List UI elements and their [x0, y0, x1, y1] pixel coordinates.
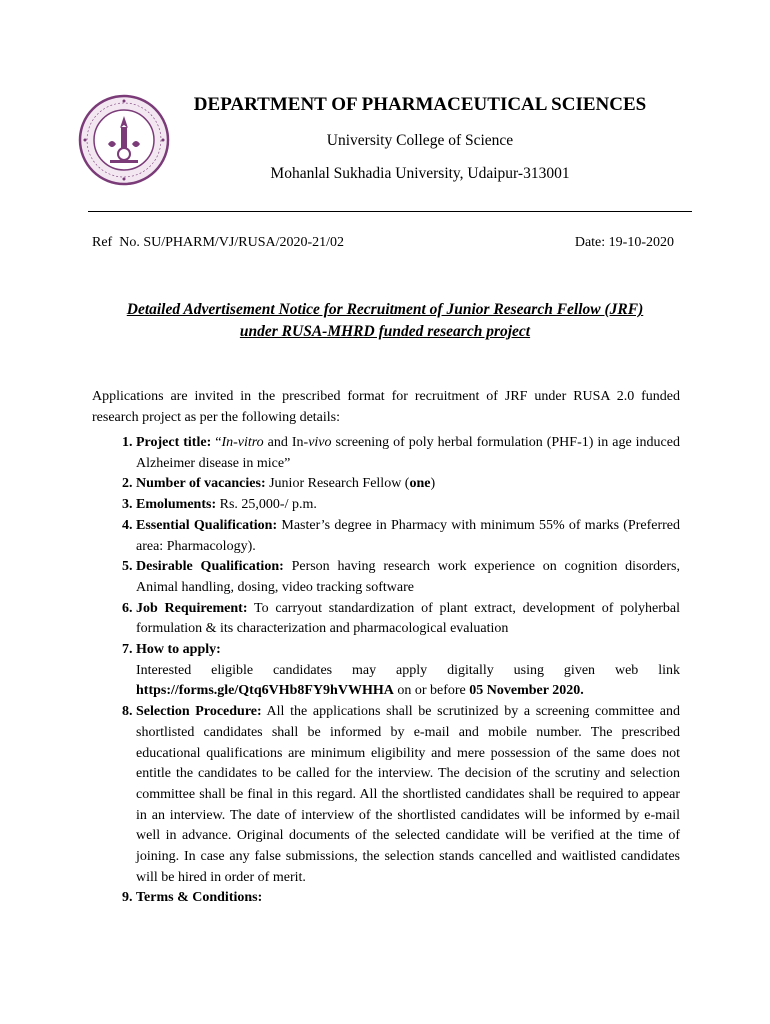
list-item: 6. Job Requirement: To carryout standardization of plant extract, development of polyherbal formulation & its characterization and pharmacological evaluation: [136, 599, 680, 640]
item-label: How to apply:: [136, 642, 221, 658]
notice-title-line-2: under RUSA-MHRD funded research project: [239, 323, 531, 340]
department-title: DEPARTMENT OF PHARMACEUTICAL SCIENCES: [193, 94, 647, 115]
list-item: 1. Project title: “In-vitro and In-vivo screening of poly herbal formulation (PHF-1) in age induced Alzheimer disease in mice”: [136, 433, 680, 474]
university-address: Mohanlal Sukhadia University, Udaipur-313001: [270, 165, 570, 182]
item-label: Desirable Qualification:: [136, 559, 284, 575]
list-item: 5. Desirable Qualification: Person having research work experience on cognition disorders, Animal handling, dosing, video tracking software: [136, 557, 680, 598]
item-label: Project title:: [136, 435, 212, 450]
details-list: [92, 433, 680, 909]
list-item: 7. How to apply: Interested eligible candidates may apply digitally using given web link https://forms.gle/Qtq6VHb8FY9hVWHHA on or before 05 November 2020.: [136, 640, 680, 702]
list-item: 4. Essential Qualification: Master’s degree in Pharmacy with minimum 55% of marks (Preferred area: Pharmacology).: [136, 516, 680, 557]
application-deadline: 05 November 2020.: [469, 683, 584, 699]
item-label: Selection Procedure:: [136, 704, 262, 720]
list-item: 2. Number of vacancies: Junior Research Fellow (one): [136, 474, 680, 495]
university-seal-icon: [78, 94, 170, 186]
notice-title-line-1: Detailed Advertisement Notice for Recruitment of Junior Research Fellow (JRF): [126, 301, 644, 318]
item-label: Essential Qualification:: [136, 517, 278, 533]
item-label: Number of vacancies:: [136, 476, 266, 492]
reference-number: Ref No. SU/PHARM/VJ/RUSA/2020-21/02: [92, 235, 345, 250]
header-divider: [88, 211, 692, 212]
intro-paragraph: Applications are invited in the prescribed format for recruitment of JRF under RUSA 2.0 funded research project as per the following details:: [92, 389, 680, 425]
application-form-link[interactable]: https://forms.gle/Qtq6VHb8FY9hVWHHA: [136, 683, 394, 699]
list-item: 8. Selection Procedure: All the applications shall be scrutinized by a screening committee and shortlisted candidates shall be informed by e-mail and mobile number. The prescribed educational qualifications are minimum eligibility and mere possession of the same does not entitle the candidates to be called for the interview. The decision of the scrutiny and selection committee shall be final in this regard. All the shortlisted candidates shall be required to appear in an interview. The date of interview of the shortlisted candidates will be informed by e-mail well in advance. Original documents of the selected candidate will be verified at the time of joining. In case any false submissions, the selection stands cancelled and waitlisted candidates will be hired in order of merit.: [136, 702, 680, 888]
college-name: University College of Science: [326, 132, 514, 149]
item-label: Job Requirement:: [136, 600, 248, 616]
list-item: 3. Emoluments: Rs. 25,000-/ p.m.: [136, 495, 680, 516]
item-label: Terms & Conditions:: [136, 890, 263, 906]
notice-date: Date: 19-10-2020: [574, 235, 674, 250]
list-item: [136, 888, 680, 909]
notice-title: [80, 299, 690, 343]
item-label: Emoluments:: [136, 497, 217, 513]
how-to-apply-text: Interested eligible candidates may apply digitally using given web link: [136, 662, 680, 678]
